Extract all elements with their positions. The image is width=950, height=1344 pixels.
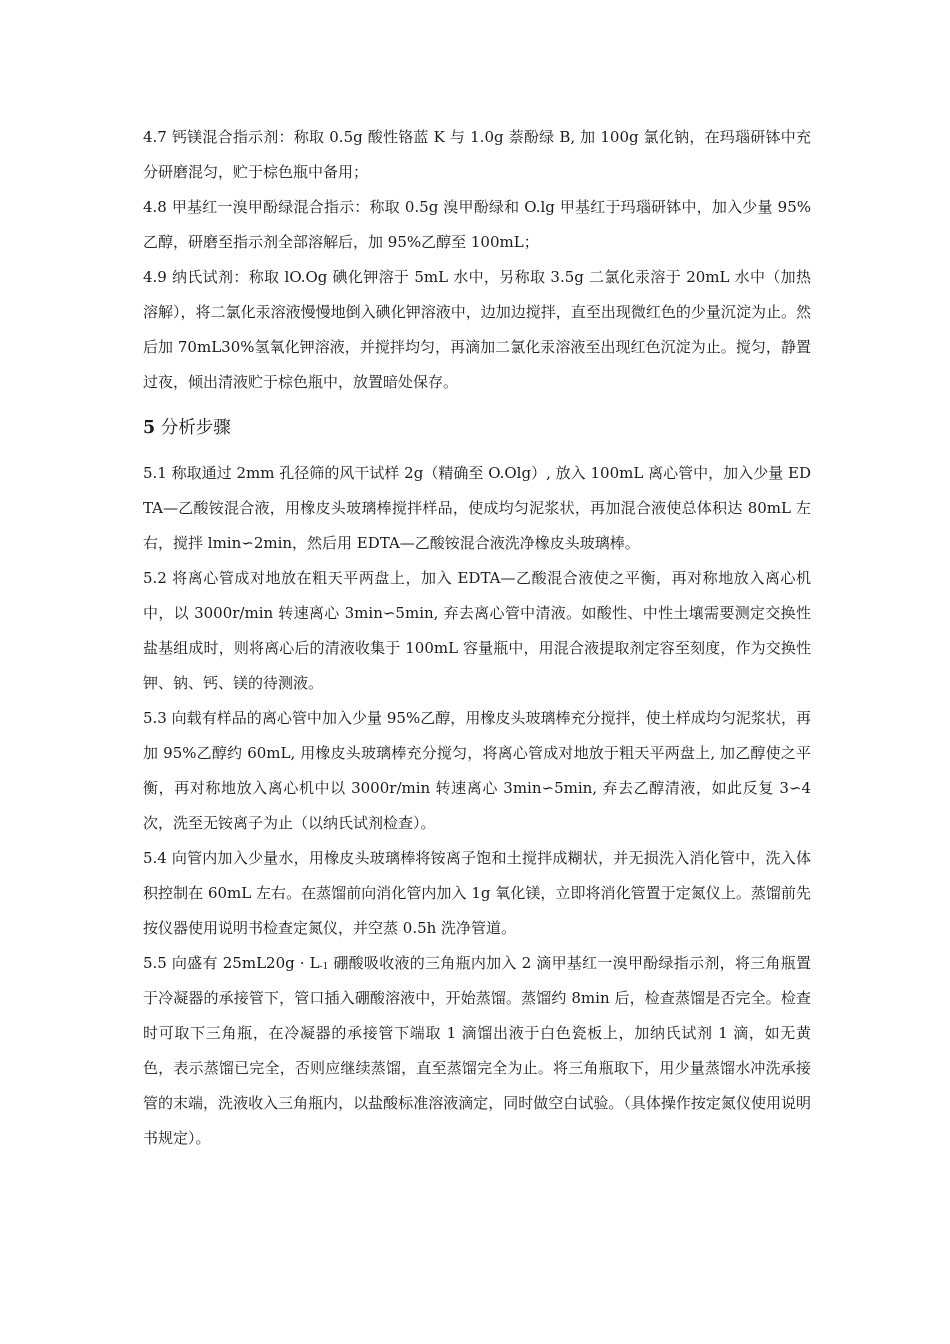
paragraph-4-7: 4.7 钙镁混合指示剂：称取 0.5g 酸性铬蓝 K 与 1.0g 萘酚绿 B, 加 100g 氯化钠，在玛瑙研钵中充分研磨混匀，贮于棕色瓶中备用； (143, 128, 811, 181)
paragraph-4-9: 4.9 纳氏试剂：称取 lO.Og 碘化钾溶于 5mL 水中，另称取 3.5g 二氯化汞溶于 20mL 水中（加热溶解），将二氯化汞溶液慢慢地倒入碘化钾溶液中，边加边搅拌，直至出现微红色的少量沉淀为止。然后加 70mL30%氢氧化钾溶液，并搅拌均匀，再滴加二氯化汞溶液至出现红色沉淀为止。搅匀，静置过夜，倾出清液贮于棕色瓶中，放置暗处保存。 (143, 268, 811, 391)
document-body (143, 120, 811, 1156)
unit-exponent: -1 (319, 962, 329, 972)
paragraph-5-5-start: 5.5 向盛有 25mL20g · L (143, 954, 320, 972)
section-heading-5 (143, 410, 811, 446)
paragraph-5-1: 5.1 称取通过 2mm 孔径筛的风干试样 2g（精确至 O.Olg）, 放入 100mL 离心管中，加入少量 EDTA—乙酸铵混合液，用橡皮头玻璃棒搅拌样品，使成均匀泥浆状，再加混合液使总体积达 80mL 左右，搅拌 lmin∽2min，然后用 EDTA—乙酸铵混合液洗净橡皮头玻璃棒。 (143, 464, 811, 552)
paragraph-5-3: 5.3 向载有样品的离心管中加入少量 95%乙醇，用橡皮头玻璃棒充分搅拌，使土样成均匀泥浆状，再加 95%乙醇约 60mL, 用橡皮头玻璃棒充分搅匀，将离心管成对地放于粗天平两盘上, 加乙醇使之平衡，再对称地放入离心机中以 3000r/min 转速离心 3min∽5min, 弃去乙醇清液，如此反复 3∽4 次，洗至无铵离子为止（以纳氏试剂检查）。 (143, 709, 811, 832)
paragraph-5-5 (143, 946, 811, 1156)
section-heading-text: 分析步骤 (155, 418, 231, 438)
paragraph-5-4: 5.4 向管内加入少量水，用橡皮头玻璃棒将铵离子饱和土搅拌成糊状，并无损洗入消化管中，洗入体积控制在 60mL 左右。在蒸馏前向消化管内加入 1g 氧化镁，立即将消化管置于定氮仪上。蒸馏前先按仪器使用说明书检查定氮仪，并空蒸 0.5h 洗净管道。 (143, 849, 811, 937)
paragraph-5-2: 5.2 将离心管成对地放在粗天平两盘上，加入 EDTA—乙酸混合液使之平衡，再对称地放入离心机中，以 3000r/min 转速离心 3min∽5min, 弃去离心管中清液。如酸性、中性土壤需要测定交换性盐基组成时，则将离心后的清液收集于 100mL 容量瓶中，用混合液提取剂定容至刻度，作为交换性钾、钠、钙、镁的待测液。 (143, 569, 811, 692)
section-heading-number: 5 (143, 418, 156, 438)
paragraph-5-5-rest: 硼酸吸收液的三角瓶内加入 2 滴甲基红一溴甲酚绿指示剂，将三角瓶置于冷凝器的承接管下，管口插入硼酸溶液中，开始蒸馏。蒸馏约 8min 后，检查蒸馏是否完全。检查时可取下三角瓶，在冷凝器的承接管下端取 1 滴馏出液于白色瓷板上，加纳氏试剂 1 滴，如无黄色，表示蒸馏已完全，否则应继续蒸馏，直至蒸馏完全为止。将三角瓶取下，用少量蒸馏水冲洗承接管的末端，洗液收入三角瓶内，以盐酸标准溶液滴定，同时做空白试验。（具体操作按定氮仪使用说明书规定）。 (143, 954, 811, 1147)
paragraph-4-8: 4.8 甲基红一溴甲酚绿混合指示：称取 0.5g 溴甲酚绿和 O.lg 甲基红于玛瑙研钵中，加入少量 95%乙醇，研磨至指示剂全部溶解后，加 95%乙醇至 100mL； (143, 198, 811, 251)
